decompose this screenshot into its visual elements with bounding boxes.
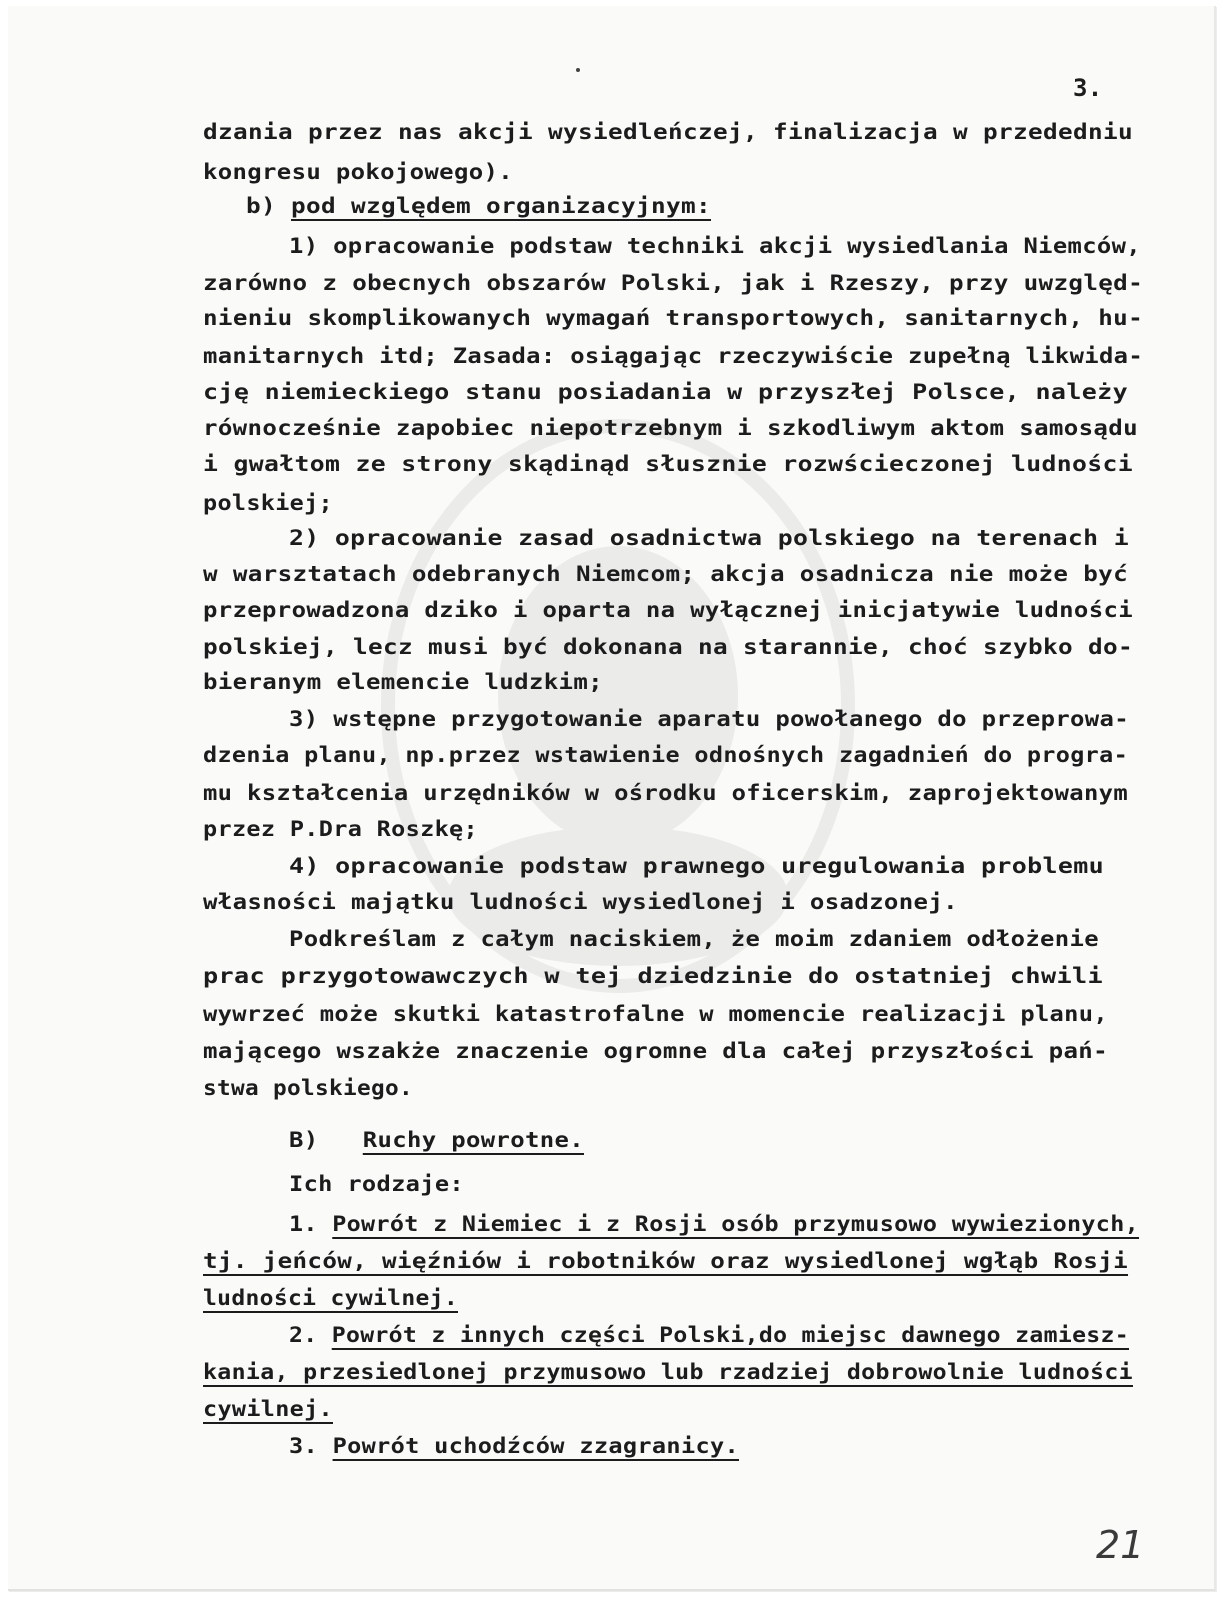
text-line: kongresu pokojowego). — [203, 160, 514, 184]
text-line: 1) opracowanie podstaw techniki akcji wysiedlania Niemców, — [289, 234, 1141, 258]
text-line: bieranym elemencie ludzkim; — [203, 670, 604, 694]
text-line: B) Ruchy powrotne. — [289, 1128, 584, 1152]
text-line: 2) opracowanie zasad osadnictwa polskiego na terenach i — [289, 526, 1130, 550]
text-line: 3. Powrót uchodźców zzagranicy. — [289, 1434, 740, 1458]
text-line: tj. jeńców, więźniów i robotników oraz wysiedlonej wgłąb Rosji — [203, 1249, 1129, 1273]
paper-mark — [576, 68, 580, 72]
text-line: mu kształcenia urzędników w ośrodku oficerskim, zaprojektowanym — [203, 781, 1129, 805]
text-line: zarówno z obecnych obszarów Polski, jak i Rzeszy, przy uwzględ- — [203, 271, 1144, 295]
text-line: Podkreślam z całym naciskiem, że moim zdaniem odłożenie — [289, 927, 1099, 951]
text-line: manitarnych itd; Zasada: osiągając rzeczywiście zupełną likwida- — [203, 344, 1144, 368]
text-line: przez P.Dra Roszkę; — [203, 817, 478, 841]
text-line: cywilnej. — [203, 1397, 334, 1421]
text-line: ludności cywilnej. — [203, 1286, 459, 1310]
text-line: własności majątku ludności wysiedlonej i osadzonej. — [203, 890, 958, 914]
text-line: kania, przesiedlonej przymusowo lub rzadziej dobrowolnie ludności — [203, 1360, 1133, 1384]
text-line: Ich rodzaje: — [289, 1172, 464, 1196]
text-line: wywrzeć może skutki katastrofalne w momencie realizacji planu, — [203, 1002, 1108, 1026]
text-line: b) pod względem organizacyjnym: — [246, 194, 712, 218]
page-number: 3. — [1073, 74, 1103, 102]
text-line: cję niemieckiego stanu posiadania w przyszłej Polsce, należy — [203, 380, 1129, 404]
text-line: mającego wszakże znaczenie ogromne dla całej przyszłości pań- — [203, 1039, 1108, 1063]
handwritten-page-number: 21 — [1096, 1523, 1145, 1567]
text-line: dzenia planu, np.przez wstawienie odnośnych zagadnień do progra- — [203, 743, 1129, 767]
text-line: przeprowadzona dziko i oparta na wyłącznej inicjatywie ludności — [203, 598, 1133, 622]
text-line: 4) opracowanie podstaw prawnego uregulowania problemu — [289, 854, 1105, 878]
text-line: prac przygotowawczych w tej dziedzinie do ostatniej chwili — [203, 964, 1104, 988]
text-line: w warsztatach odebranych Niemcom; akcja osadnicza nie może być — [203, 562, 1129, 586]
text-line: stwa polskiego. — [203, 1076, 413, 1100]
text-line: 1. Powrót z Niemiec i z Rosji osób przymusowo wywiezionych, — [289, 1212, 1140, 1236]
text-line: równocześnie zapobiec niepotrzebnym i szkodliwym aktom samosądu — [203, 416, 1138, 440]
archive-stamp-watermark — [338, 396, 898, 1016]
text-line: polskiej, lecz musi być dokonana na starannie, choć szybko do- — [203, 635, 1133, 659]
text-line: i gwałtom ze strony skądinąd słusznie rozwścieczonej ludności — [203, 452, 1133, 476]
text-line: 2. Powrót z innych części Polski,do miejsc dawnego zamiesz- — [289, 1323, 1130, 1347]
text-line: nieniu skomplikowanych wymagań transportowych, sanitarnych, hu- — [203, 306, 1144, 330]
text-line: polskiej; — [203, 491, 334, 515]
document-page — [8, 6, 1216, 1591]
text-line: dzania przez nas akcji wysiedleńczej, finalizacja w przededniu — [203, 120, 1133, 144]
text-line: 3) wstępne przygotowanie aparatu powołanego do przeprowa- — [289, 707, 1130, 731]
